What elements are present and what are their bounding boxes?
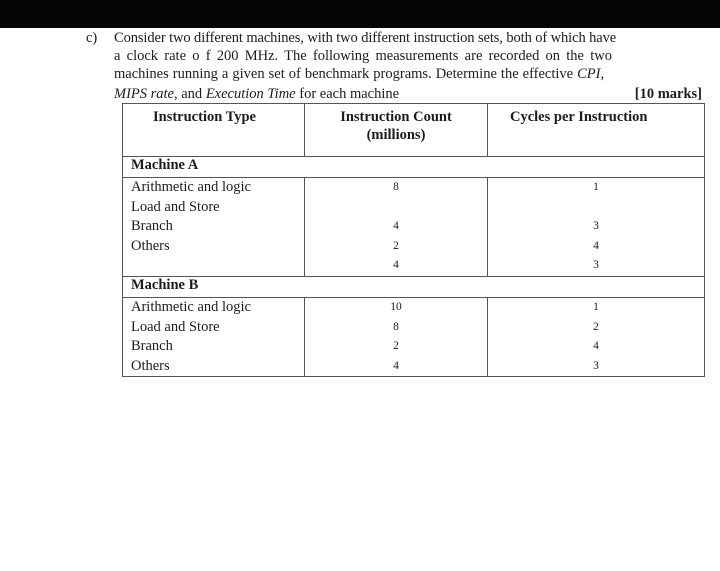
- count-cell: 4: [393, 259, 399, 272]
- list-item: Arithmetic and logic: [131, 179, 251, 195]
- cpi-cell: 2: [593, 320, 599, 333]
- machine-a-title: Machine A: [123, 157, 305, 178]
- machine-a-counts: [305, 178, 488, 277]
- count-cell: 2: [393, 340, 399, 353]
- question-line-3-text: machines running a given set of benchmark programs. Determine the effective: [114, 66, 578, 82]
- list-item: Load and Store: [131, 318, 220, 335]
- machine-a-data-row: [123, 178, 705, 277]
- count-cell: 4: [393, 220, 399, 233]
- count-cell: 10: [390, 300, 402, 313]
- cpi-cell: 3: [593, 359, 599, 372]
- top-black-bar: [0, 0, 720, 28]
- table-header-row: [123, 104, 705, 157]
- and-text: , and: [174, 86, 206, 102]
- machine-b-title: Machine B: [123, 276, 305, 297]
- machine-a-cpi: [488, 178, 705, 277]
- machine-a-title-row: [123, 157, 705, 178]
- cpi-cell: 3: [593, 259, 599, 272]
- count-cell: 8: [393, 181, 399, 193]
- header-count-line2: (millions): [366, 127, 426, 143]
- cpi-term: CPI,: [577, 66, 605, 82]
- cpi-cell: 4: [593, 239, 599, 252]
- count-cell: 2: [393, 239, 399, 252]
- cpi-cell: 1: [593, 300, 599, 313]
- list-item: Others: [131, 237, 170, 254]
- mips-term: MIPS rate: [114, 86, 174, 102]
- list-item: Others: [131, 357, 170, 374]
- question-line-2: a clock rate o f 200 MHz. The following measurements are recorded on the two: [114, 48, 612, 64]
- count-cell: 4: [393, 359, 399, 372]
- list-item: Branch: [131, 338, 173, 355]
- measurements-table: [122, 103, 705, 377]
- question-label: c): [86, 30, 98, 46]
- machine-b-counts: [305, 297, 488, 376]
- question-line-3: [114, 66, 604, 83]
- list-item: Branch: [131, 218, 173, 235]
- count-cell: 8: [393, 320, 399, 333]
- cpi-cell: 1: [593, 181, 599, 193]
- question-line-1: Consider two different machines, with two different instruction sets, both of which have: [114, 30, 617, 46]
- for-each-text: for each machine: [295, 86, 400, 102]
- question-line-4: [114, 86, 399, 103]
- list-item: Arithmetic and logic: [131, 298, 251, 315]
- count-cell: [305, 198, 487, 218]
- list-item: Load and Store: [131, 198, 220, 215]
- marks-label: [10 marks]: [634, 86, 702, 102]
- header-cpi: Cycles per Instruction: [488, 104, 705, 157]
- machine-b-cpi: [488, 297, 705, 376]
- cpi-cell: 3: [593, 220, 599, 233]
- header-instruction-count: [305, 104, 488, 157]
- header-instruction-type: Instruction Type: [123, 104, 305, 157]
- cpi-cell: 4: [593, 340, 599, 353]
- header-count-line1: Instruction Count: [340, 109, 452, 125]
- exec-time-term: Execution Time: [205, 86, 296, 102]
- machine-b-data-row: [123, 297, 705, 376]
- machine-b-types: [123, 297, 305, 376]
- machine-a-types: [123, 178, 305, 277]
- cpi-cell: [488, 198, 704, 218]
- machine-b-title-row: [123, 276, 705, 297]
